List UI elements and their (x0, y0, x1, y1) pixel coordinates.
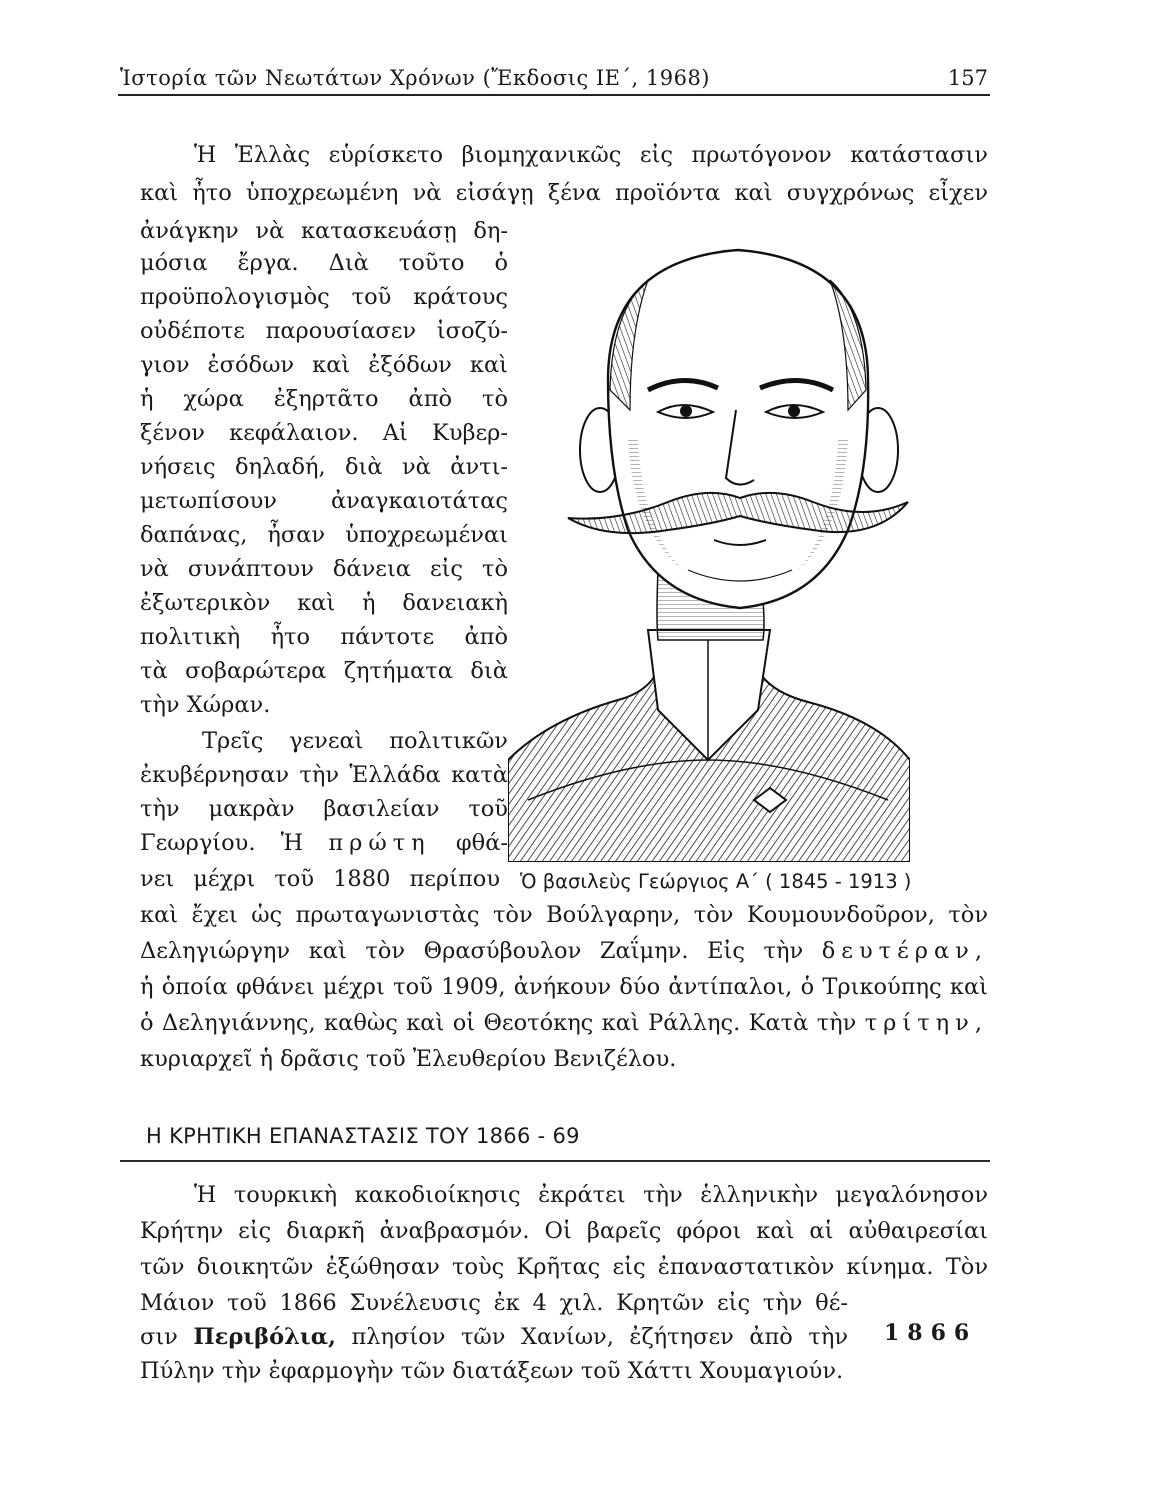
place-name-bold: Περιβόλια, (193, 1324, 336, 1350)
margin-year-note: 1866 (884, 1320, 978, 1346)
text-span: ὁ Δεληγιάννης, καθὼς καὶ οἱ Θεοτόκης καὶ Ράλλης. Κατὰ τὴν (140, 1010, 865, 1036)
text-line: ξένον κεφάλαιον. Αἱ Κυβερ- (140, 420, 508, 446)
text-line: οὐδέποτε παρουσίασεν ἰσοζύ- (140, 318, 508, 344)
emphasized-word: δευτέραν, (821, 938, 988, 964)
text-line: τὴν μακρὰν βασιλείαν τοῦ (140, 796, 508, 822)
text-line: ἡ ὁποία φθάνει μέχρι τοῦ 1909, ἀνήκουν δύο ἀντίπαλοι, ὁ Τρικούπης καὶ (140, 974, 988, 1000)
portrait-engraving (508, 240, 910, 862)
right-eye-shape (788, 405, 800, 417)
text-line: νει μέχρι τοῦ 1880 περίπου (140, 866, 500, 892)
emphasized-word: τρίτην, (864, 1010, 988, 1036)
text-line: ἀνάγκην νὰ κατασκευάσῃ δη- (140, 218, 508, 244)
text-line: ἐξωτερικὸν καὶ ἡ δανειακὴ (140, 590, 508, 616)
text-span: φθά- (430, 830, 508, 856)
emphasized-word: πρώτη (328, 830, 431, 856)
page-number: 157 (947, 66, 988, 90)
running-header (118, 64, 990, 96)
section-heading: Η ΚΡΗΤΙΚΗ ΕΠΑΝΑΣΤΑΣΙΣ ΤΟΥ 1866 - 69 (146, 1124, 580, 1148)
head-shape (608, 250, 868, 608)
text-line: μόσια ἔργα. Διὰ τοῦτο ὁ (140, 250, 508, 276)
text-line (140, 936, 988, 966)
text-line: μετωπίσουν ἀναγκαιοτάτας (140, 488, 508, 514)
text-span: Δεληγιώργην καὶ τὸν Θρασύβουλον Ζαΐμην. Εἰς τὴν (140, 938, 822, 964)
text-line: δαπάνας, ἦσαν ὑποχρεωμέναι (140, 522, 508, 548)
text-span: Γεωργίου. Ἡ (140, 830, 329, 856)
text-line: γιον ἐσόδων καὶ ἐξόδων καὶ (140, 352, 508, 378)
text-line: Ἡ Ἑλλὰς εὑρίσκετο βιομηχανικῶς εἰς πρωτόγονον κατάστασιν (194, 142, 988, 168)
text-line: Κρήτην εἰς διαρκῆ ἀναβρασμόν. Οἱ βαρεῖς φόροι καὶ αἱ αὐθαιρεσίαι (140, 1218, 988, 1244)
text-line: ἐκυβέρνησαν τὴν Ἑλλάδα κατὰ (140, 762, 508, 788)
text-line: Ἡ τουρκικὴ κακοδιοίκησις ἐκράτει τὴν ἑλληνικὴν μεγαλόνησον (194, 1182, 988, 1208)
text-line: ἡ χώρα ἐξηρτᾶτο ἀπὸ τὸ (140, 386, 508, 412)
text-line: πολιτικὴ ἦτο πάντοτε ἀπὸ (140, 624, 508, 650)
text-line: τὴν Χώραν. (140, 692, 271, 718)
text-line: Τρεῖς γενεαὶ πολιτικῶν (202, 728, 508, 754)
text-line (140, 1008, 988, 1038)
text-line: Μάιον τοῦ 1866 Συνέλευσις ἐκ 4 χιλ. Κρητῶν εἰς τὴν θέ- (140, 1290, 848, 1316)
header-title: Ἱστορία τῶν Νεωτάτων Χρόνων (Ἔκδοσις ΙΕ΄, 1968) (120, 66, 710, 90)
text-line: νήσεις δηλαδή, διὰ νὰ ἀντι- (140, 454, 508, 480)
text-line: τῶν διοικητῶν ἐξώθησαν τοὺς Κρῆτας εἰς ἐπαναστατικὸν κίνημα. Τὸν (140, 1254, 988, 1280)
text-span: πλησίον τῶν Χανίων, ἐζήτησεν ἀπὸ τὴν (335, 1324, 848, 1350)
text-line: κυριαρχεῖ ἡ δρᾶσις τοῦ Ἐλευθερίου Βενιζέλου. (140, 1046, 677, 1072)
text-line: Πύλην τὴν ἐφαρμογὴν τῶν διατάξεων τοῦ Χάττι Χουμαγιούν. (140, 1358, 844, 1384)
text-line (140, 1322, 848, 1352)
text-line (140, 828, 508, 858)
left-eye-shape (680, 405, 692, 417)
figure-caption: Ὁ βασιλεὺς Γεώργιος Α΄ ( 1845 - 1913 ) (520, 870, 912, 893)
text-line: τὰ σοβαρώτερα ζητήματα διὰ (140, 658, 508, 684)
text-line: νὰ συνάπτουν δάνεια εἰς τὸ (140, 556, 508, 582)
text-span: σιν (140, 1324, 194, 1350)
section-divider (120, 1160, 990, 1162)
text-line: καὶ ἦτο ὑποχρεωμένη νὰ εἰσάγῃ ξένα προϊόντα καὶ συγχρόνως εἶχεν (140, 180, 988, 206)
text-line: καὶ ἔχει ὡς πρωταγωνιστὰς τὸν Βούλγαρην, τὸν Κουμουνδοῦρον, τὸν (140, 902, 988, 928)
text-line: προϋπολογισμὸς τοῦ κράτους (140, 284, 508, 310)
